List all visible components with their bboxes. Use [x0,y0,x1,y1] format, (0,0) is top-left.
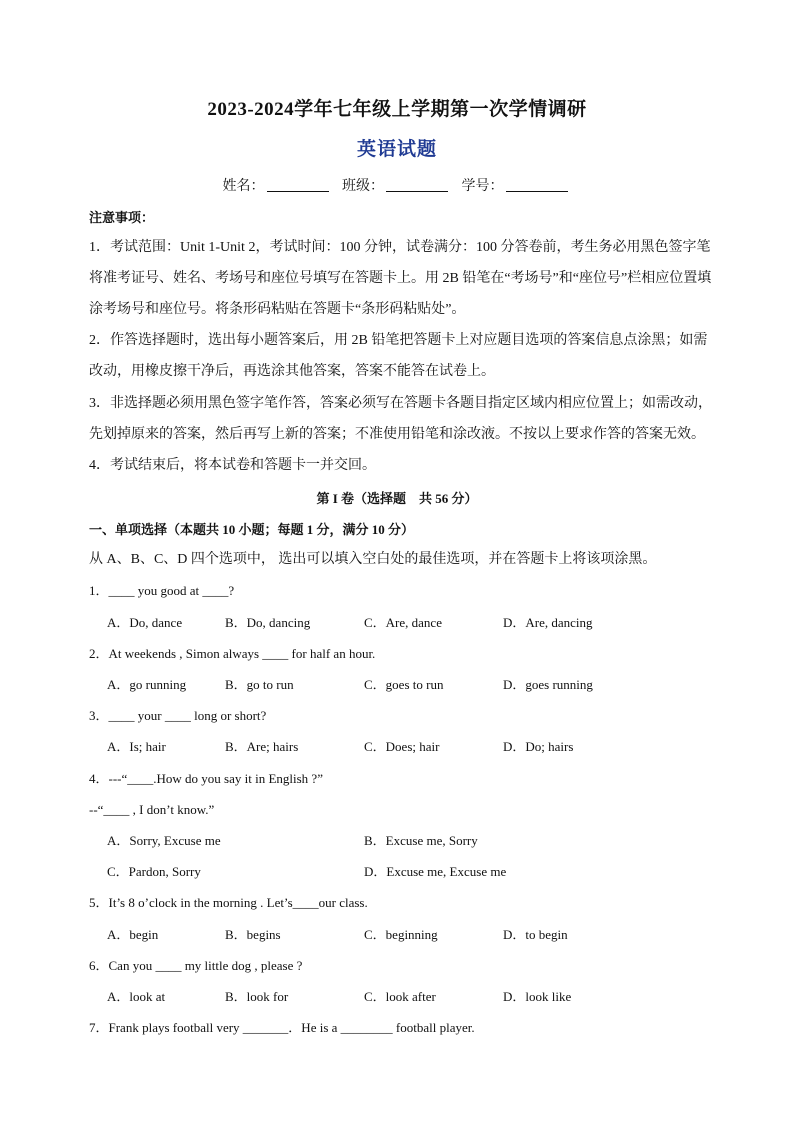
option-c: C．Pardon, Sorry [107,864,201,879]
option-c: C．goes to run [364,677,444,692]
exam-subtitle: 英语试题 [356,139,437,160]
notes-line: 1．考试范围：Unit 1-Unit 2，考试时间：100 分钟，试卷满分：100 分答卷前，考生务必用黑色签字笔 [89,240,711,255]
exam-title: 2023-2024学年七年级上学期第一次学情调研 [207,99,587,120]
option-a: A．begin [107,927,159,942]
option-d: D．Excuse me, Excuse me [364,864,507,879]
option-c: C．Does; hair [364,739,440,754]
notes-title: 注意事项： [89,210,155,225]
name-label: 姓名： [222,179,265,194]
option-b: B．Are; hairs [225,739,299,754]
option-c: C．beginning [364,927,438,942]
option-c: C．look after [364,989,436,1004]
name-blank [267,177,329,192]
option-b: B．Excuse me, Sorry [364,833,478,848]
option-d: D．to begin [503,927,568,942]
option-d: D．Are, dancing [503,615,593,630]
question-stem: 1．____ you good at ____? [89,583,235,598]
option-a: A．Is; hair [107,739,166,754]
question-stem: 4．---“____.How do you say it in English ?” [89,771,323,786]
question-stem: 5．It’s 8 o’clock in the morning . Let’s____our class. [89,895,368,910]
option-a: A．Sorry, Excuse me [107,833,221,848]
notes-line: 涂考场号和座位号。将条形码粘贴在答题卡“条形码粘贴处”。 [89,302,466,317]
option-a: A．go running [107,677,187,692]
question-stem: 2．At weekends , Simon always ____ for half an hour. [89,646,376,661]
option-d: D．look like [503,989,572,1004]
section-header: 第 I 卷（选择题 共 56 分） [316,491,478,506]
id-label: 学号： [461,179,504,194]
option-d: D．Do; hairs [503,739,574,754]
student-info-row [0,175,794,195]
notes-line: 将准考证号、姓名、考场号和座位号填写在答题卡上。用 2B 铅笔在“考场号”和“座位号”栏相应位置填 [89,271,712,286]
part-title: 一、单项选择（本题共 10 小题；每题 1 分，满分 10 分） [89,522,415,537]
id-blank [506,177,568,192]
option-b: B．go to run [225,677,294,692]
part-instruction: 从 A、B、C、D 四个选项中， 选出可以填入空白处的最佳选项，并在答题卡上将该项涂黑。 [89,552,657,567]
option-b: B．look for [225,989,289,1004]
question-stem: 7．Frank plays football very _______．He is a ________ football player. [89,1020,475,1035]
notes-line: 先划掉原来的答案，然后再写上新的答案；不准使用铅笔和涂改液。不按以上要求作答的答案无效。 [89,427,705,442]
question-stem: 6．Can you ____ my little dog , please ? [89,958,303,973]
notes-line: 2．作答选择题时，选出每小题答案后，用 2B 铅笔把答题卡上对应题目选项的答案信息点涂黑；如需 [89,333,708,348]
class-blank [386,177,448,192]
question-stem: 3．____ your ____ long or short? [89,708,267,723]
notes-line: 3．非选择题必须用黑色签字笔作答，答案必须写在答题卡各题目指定区域内相应位置上；如需改动， [89,396,712,411]
class-label: 班级： [342,179,384,194]
option-b: B．Do, dancing [225,615,311,630]
question-stem-continued: --“____ , I don’t know.” [89,802,215,817]
option-d: D．goes running [503,677,593,692]
option-c: C．Are, dance [364,615,442,630]
option-a: A．look at [107,989,166,1004]
notes-line: 4．考试结束后，将本试卷和答题卡一并交回。 [89,458,376,473]
option-a: A．Do, dance [107,615,183,630]
notes-line: 改动，用橡皮擦干净后，再选涂其他答案，答案不能答在试卷上。 [89,364,495,379]
option-b: B．begins [225,927,281,942]
